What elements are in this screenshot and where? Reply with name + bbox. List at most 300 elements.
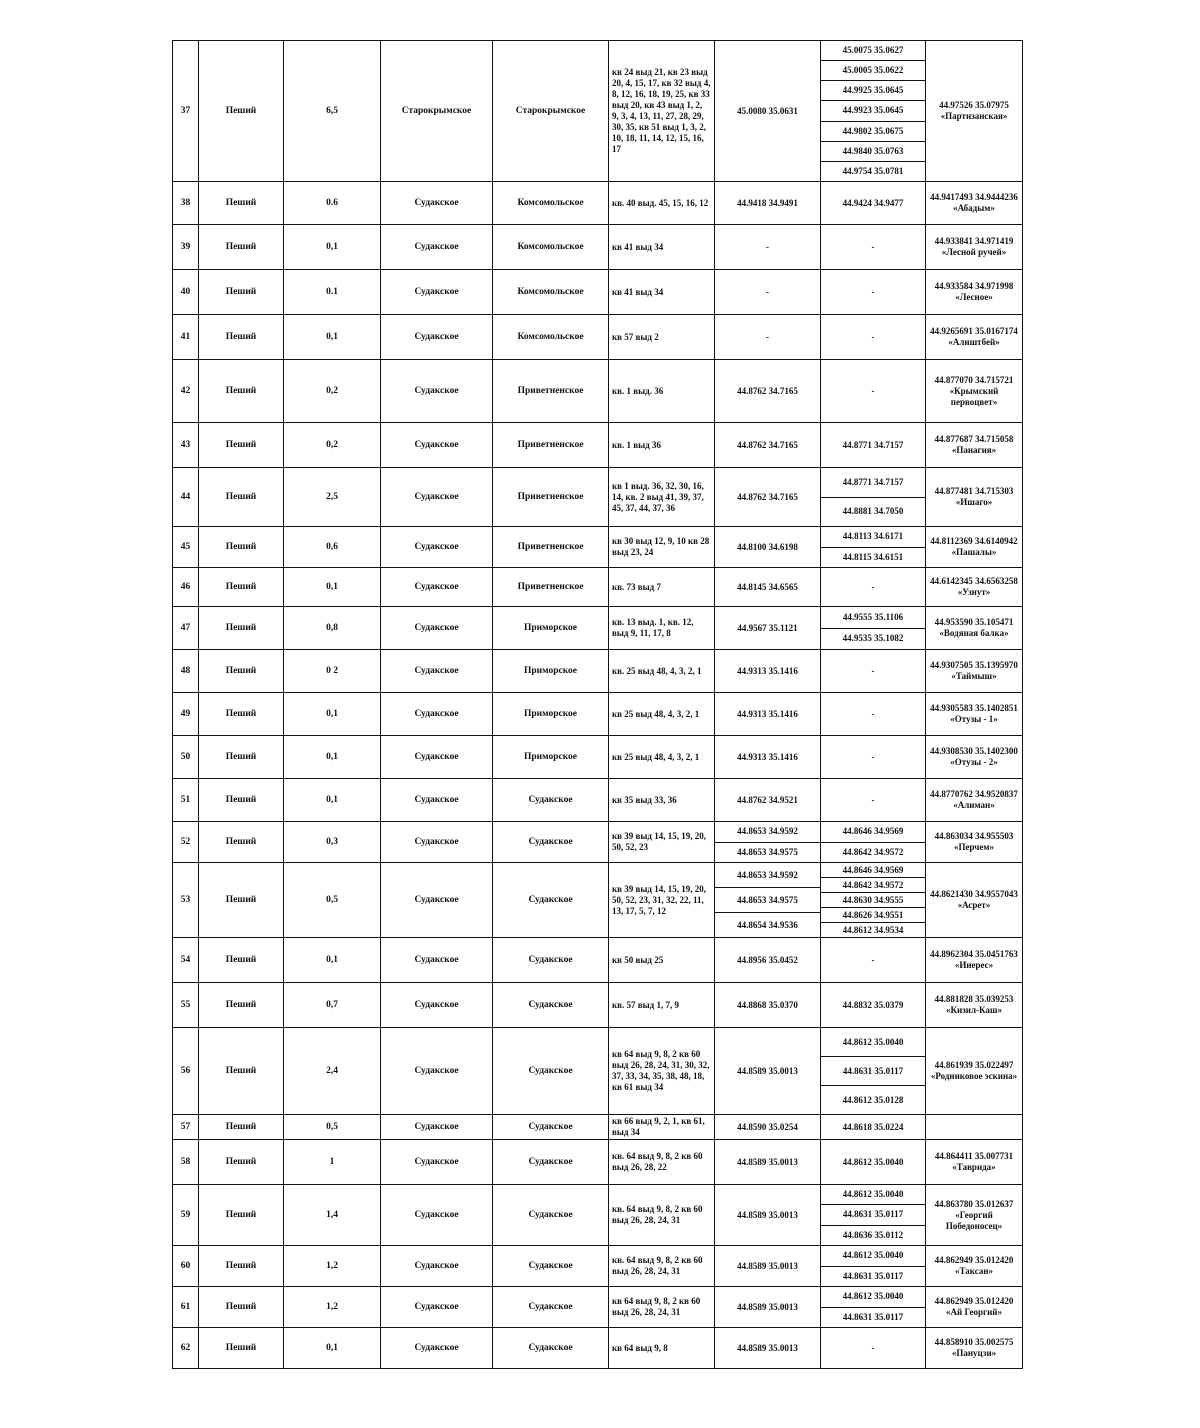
table-row xyxy=(173,41,1023,182)
row-number: 37 xyxy=(173,41,199,182)
coordinate-cell: - xyxy=(871,331,875,342)
forestry-name: Судакское xyxy=(381,527,493,568)
coordinate-cell: - xyxy=(766,241,769,252)
start-coordinates xyxy=(715,1140,821,1185)
forestry-name: Судакское xyxy=(381,736,493,779)
coordinate-cell: 44.8612 35.0128 xyxy=(821,1085,925,1114)
table-row xyxy=(173,1140,1023,1185)
trail-length: 0.6 xyxy=(284,182,381,225)
coordinate-cell: - xyxy=(871,1342,875,1353)
quarter-description: кв 66 выд 9, 2, 1, кв 61, выд 34 xyxy=(609,1115,715,1140)
row-number: 59 xyxy=(173,1185,199,1246)
forestry-name: Старокрымское xyxy=(381,41,493,182)
coordinate-cell: 44.8956 35.0452 xyxy=(737,954,798,965)
trail-type: Пеший xyxy=(199,1028,284,1115)
trail-type: Пеший xyxy=(199,182,284,225)
coordinate-cell: 44.8113 34.6171 xyxy=(842,531,904,542)
route-points xyxy=(821,423,926,468)
trail-length: 1 xyxy=(284,1140,381,1185)
start-coordinates xyxy=(715,1185,821,1246)
district-name: Старокрымское xyxy=(493,41,609,182)
coordinate-cell: 44.8612 35.0040 xyxy=(842,1250,904,1261)
district-name: Судакское xyxy=(493,1246,609,1287)
coordinate-cell: 44.8762 34.7165 xyxy=(737,439,798,450)
table-row xyxy=(173,938,1023,983)
start-coordinates xyxy=(715,938,821,983)
quarter-description: кв. 1 выд 36 xyxy=(609,423,715,468)
coordinate-cell: 44.8612 35.0040 xyxy=(842,1189,904,1200)
district-name: Комсомольское xyxy=(493,270,609,315)
trail-type: Пеший xyxy=(199,1287,284,1328)
row-number: 61 xyxy=(173,1287,199,1328)
forestry-name: Судакское xyxy=(381,1140,493,1185)
quarter-description: кв 25 выд 48, 4, 3, 2, 1 xyxy=(609,736,715,779)
quarter-description: кв. 25 выд 48, 4, 3, 2, 1 xyxy=(609,650,715,693)
table-row xyxy=(173,983,1023,1028)
route-points xyxy=(821,468,926,527)
district-name: Приветненское xyxy=(493,468,609,527)
quarter-description: кв 64 выд 9, 8, 2 кв 60 выд 26, 28, 24, 31, 30, 32, 37, 33, 34, 35, 38, 48, 18, кв 61 выд 34 xyxy=(609,1028,715,1115)
row-number: 51 xyxy=(173,779,199,822)
row-number: 44 xyxy=(173,468,199,527)
table-row xyxy=(173,315,1023,360)
object-coordinates: 44.8770762 34.9520837 «Алиман» xyxy=(926,779,1023,822)
quarter-description: кв. 73 выд 7 xyxy=(609,568,715,607)
trail-length: 0,5 xyxy=(284,1115,381,1140)
route-points xyxy=(821,315,926,360)
quarter-description: кв 50 выд 25 xyxy=(609,938,715,983)
object-coordinates: 44.877687 34.715058 «Панагия» xyxy=(926,423,1023,468)
trail-type: Пеший xyxy=(199,779,284,822)
coordinate-cell: - xyxy=(871,708,875,719)
trail-type: Пеший xyxy=(199,225,284,270)
coordinate-cell: 44.8832 35.0379 xyxy=(842,999,904,1010)
coordinate-cell: - xyxy=(871,954,875,965)
trail-type: Пеший xyxy=(199,1246,284,1287)
table-row xyxy=(173,693,1023,736)
row-number: 48 xyxy=(173,650,199,693)
district-name: Судакское xyxy=(493,863,609,938)
start-coordinates xyxy=(715,650,821,693)
quarter-description: кв. 13 выд. 1, кв. 12, выд 9, 11, 17, 8 xyxy=(609,607,715,650)
trail-length: 1,2 xyxy=(284,1246,381,1287)
coordinate-cell: 44.9555 35.1106 xyxy=(842,611,904,622)
start-coordinates xyxy=(715,423,821,468)
object-coordinates: 44.858910 35.002575 «Пануцзи» xyxy=(926,1328,1023,1369)
trail-length: 0,1 xyxy=(284,315,381,360)
start-coordinates xyxy=(715,1115,821,1140)
coordinate-cell: 44.8771 34.7157 xyxy=(842,439,904,450)
table-row xyxy=(173,270,1023,315)
table-row xyxy=(173,1185,1023,1246)
route-points xyxy=(821,568,926,607)
start-coordinates xyxy=(715,270,821,315)
district-name: Приморское xyxy=(493,693,609,736)
table-body xyxy=(173,41,1023,1369)
quarter-description: кв 39 выд 14, 15, 19, 20, 50, 52, 23 xyxy=(609,822,715,863)
quarter-description: кв 39 выд 14, 15, 19, 20, 50, 52, 23, 31, 32, 22, 11, 13, 17, 5, 7, 12 xyxy=(609,863,715,938)
document-page xyxy=(172,40,1022,1369)
district-name: Приморское xyxy=(493,736,609,779)
object-coordinates: 44.933584 34.971998 «Лесное» xyxy=(926,270,1023,315)
forestry-name: Судакское xyxy=(381,863,493,938)
table-row xyxy=(173,1115,1023,1140)
coordinate-cell: - xyxy=(871,794,875,805)
coordinate-cell: 44.8589 35.0013 xyxy=(737,1342,798,1353)
coordinate-cell: - xyxy=(871,751,875,762)
trail-length: 0,6 xyxy=(284,527,381,568)
coordinate-cell: 44.8762 34.7165 xyxy=(737,385,798,396)
district-name: Судакское xyxy=(493,938,609,983)
table-row xyxy=(173,1287,1023,1328)
route-points xyxy=(821,41,926,182)
quarter-description: кв 35 выд 33, 36 xyxy=(609,779,715,822)
trail-type: Пеший xyxy=(199,468,284,527)
object-coordinates: 44.9265691 35.0167174 «Алиштбей» xyxy=(926,315,1023,360)
forestry-name: Судакское xyxy=(381,1115,493,1140)
coordinate-cell: 44.9313 35.1416 xyxy=(737,751,798,762)
district-name: Судакское xyxy=(493,1185,609,1246)
route-points xyxy=(821,182,926,225)
object-coordinates: 44.9417493 34.9444236 «Абадым» xyxy=(926,182,1023,225)
coordinate-cell: 44.9923 35.0645 xyxy=(821,100,925,120)
row-number: 38 xyxy=(173,182,199,225)
route-points xyxy=(821,983,926,1028)
quarter-description: кв. 57 выд 1, 7, 9 xyxy=(609,983,715,1028)
table-row xyxy=(173,1246,1023,1287)
coordinate-cell: - xyxy=(766,331,769,342)
start-coordinates xyxy=(715,983,821,1028)
row-number: 41 xyxy=(173,315,199,360)
quarter-description: кв. 40 выд. 45, 15, 16, 12 xyxy=(609,182,715,225)
start-coordinates xyxy=(715,607,821,650)
trail-type: Пеший xyxy=(199,736,284,779)
coordinate-cell: 44.8631 35.0117 xyxy=(821,1056,925,1085)
district-name: Приморское xyxy=(493,650,609,693)
coordinate-cell: 44.8762 34.9521 xyxy=(737,794,798,805)
coordinate-cell: 44.8589 35.0013 xyxy=(737,1065,798,1076)
coordinate-cell: 44.8612 34.9534 xyxy=(821,922,925,937)
quarter-description: кв. 64 выд 9, 8, 2 кв 60 выд 26, 28, 24, 31 xyxy=(609,1185,715,1246)
quarter-description: кв 57 выд 2 xyxy=(609,315,715,360)
trail-type: Пеший xyxy=(199,527,284,568)
coordinate-cell: 44.8653 34.9592 xyxy=(737,826,798,837)
trail-type: Пеший xyxy=(199,360,284,423)
forestry-name: Судакское xyxy=(381,1328,493,1369)
coordinate-cell: 44.8636 35.0112 xyxy=(821,1225,925,1245)
quarter-description: кв. 64 выд 9, 8, 2 кв 60 выд 26, 28, 24, 31 xyxy=(609,1246,715,1287)
trail-type: Пеший xyxy=(199,693,284,736)
trail-type: Пеший xyxy=(199,938,284,983)
object-coordinates: 44.953590 35.105471 «Водяная балка» xyxy=(926,607,1023,650)
trail-length: 1,4 xyxy=(284,1185,381,1246)
row-number: 57 xyxy=(173,1115,199,1140)
forestry-name: Судакское xyxy=(381,1185,493,1246)
forestry-name: Судакское xyxy=(381,938,493,983)
row-number: 42 xyxy=(173,360,199,423)
table-row xyxy=(173,468,1023,527)
object-coordinates: 44.933841 34.971419 «Лесной ручей» xyxy=(926,225,1023,270)
start-coordinates xyxy=(715,41,821,182)
quarter-description: кв 64 выд 9, 8, 2 кв 60 выд 26, 28, 24, 31 xyxy=(609,1287,715,1328)
forestry-name: Судакское xyxy=(381,693,493,736)
row-number: 53 xyxy=(173,863,199,938)
trail-type: Пеший xyxy=(199,568,284,607)
row-number: 52 xyxy=(173,822,199,863)
trail-length: 0,7 xyxy=(284,983,381,1028)
forestry-name: Судакское xyxy=(381,650,493,693)
trail-type: Пеший xyxy=(199,607,284,650)
table-row xyxy=(173,650,1023,693)
coordinate-cell: 44.9424 34.9477 xyxy=(842,197,904,208)
coordinate-cell: - xyxy=(871,241,875,252)
coordinate-cell: 44.8762 34.7165 xyxy=(737,491,798,502)
start-coordinates xyxy=(715,1246,821,1287)
coordinate-cell: 44.8653 34.9575 xyxy=(715,842,820,863)
object-coordinates: 44.8621430 34.9557043 «Асрет» xyxy=(926,863,1023,938)
route-points xyxy=(821,863,926,938)
row-number: 55 xyxy=(173,983,199,1028)
object-coordinates: 44.862949 35.012420 «Ай Георгий» xyxy=(926,1287,1023,1328)
route-points xyxy=(821,527,926,568)
trail-length: 2,5 xyxy=(284,468,381,527)
coordinate-cell: 44.9313 35.1416 xyxy=(737,708,798,719)
district-name: Комсомольское xyxy=(493,315,609,360)
table-row xyxy=(173,736,1023,779)
coordinate-cell: 44.8626 34.9551 xyxy=(821,907,925,922)
coordinate-cell: 44.8631 35.0117 xyxy=(821,1266,925,1287)
coordinate-cell: 44.8618 35.0224 xyxy=(842,1121,904,1132)
trail-type: Пеший xyxy=(199,863,284,938)
start-coordinates xyxy=(715,863,821,938)
trail-type: Пеший xyxy=(199,1185,284,1246)
coordinate-cell: 44.8589 35.0013 xyxy=(737,1209,798,1220)
quarter-description: кв 1 выд. 36, 32, 30, 16, 14, кв. 2 выд 41, 39, 37, 45, 37, 44, 37, 36 xyxy=(609,468,715,527)
coordinate-cell: 44.8881 34.7050 xyxy=(821,497,925,527)
trail-length: 0,5 xyxy=(284,863,381,938)
forestry-name: Судакское xyxy=(381,182,493,225)
table-row xyxy=(173,423,1023,468)
route-points xyxy=(821,938,926,983)
start-coordinates xyxy=(715,468,821,527)
coordinate-cell: 44.9313 35.1416 xyxy=(737,665,798,676)
coordinate-cell: 44.8653 34.9575 xyxy=(715,887,820,912)
row-number: 60 xyxy=(173,1246,199,1287)
coordinate-cell: 44.9754 35.0781 xyxy=(821,161,925,181)
route-points xyxy=(821,225,926,270)
table-row xyxy=(173,607,1023,650)
trail-length: 0,1 xyxy=(284,225,381,270)
table-row xyxy=(173,182,1023,225)
coordinate-cell: 44.8631 35.0117 xyxy=(821,1204,925,1224)
object-coordinates: 44.881828 35.039253 «Кизил-Каш» xyxy=(926,983,1023,1028)
route-points xyxy=(821,779,926,822)
trail-type: Пеший xyxy=(199,315,284,360)
object-coordinates: 44.861939 35.022497 «Родниковое эскина» xyxy=(926,1028,1023,1115)
route-points xyxy=(821,693,926,736)
forestry-name: Судакское xyxy=(381,779,493,822)
trail-type: Пеший xyxy=(199,983,284,1028)
trail-type: Пеший xyxy=(199,423,284,468)
coordinate-cell: 44.9418 34.9491 xyxy=(737,197,798,208)
forestry-name: Судакское xyxy=(381,1028,493,1115)
coordinate-cell: - xyxy=(871,286,875,297)
coordinate-cell: 44.8642 34.9572 xyxy=(821,877,925,892)
table-row xyxy=(173,779,1023,822)
district-name: Комсомольское xyxy=(493,225,609,270)
start-coordinates xyxy=(715,568,821,607)
route-points xyxy=(821,822,926,863)
start-coordinates xyxy=(715,822,821,863)
table-row xyxy=(173,225,1023,270)
coordinate-cell: 44.8145 34.6565 xyxy=(737,581,798,592)
trail-type: Пеший xyxy=(199,650,284,693)
coordinate-cell: 44.9567 35.1121 xyxy=(737,622,798,633)
forestry-name: Судакское xyxy=(381,468,493,527)
coordinate-cell: 44.9535 35.1082 xyxy=(821,628,925,650)
forestry-name: Судакское xyxy=(381,423,493,468)
row-number: 56 xyxy=(173,1028,199,1115)
route-points xyxy=(821,360,926,423)
table-row xyxy=(173,568,1023,607)
coordinate-cell: 44.8654 34.9536 xyxy=(715,912,820,937)
object-coordinates: 44.9308530 35.1402300 «Отузы - 2» xyxy=(926,736,1023,779)
district-name: Судакское xyxy=(493,1287,609,1328)
route-points xyxy=(821,1287,926,1328)
row-number: 43 xyxy=(173,423,199,468)
coordinate-cell: - xyxy=(871,385,875,396)
route-points xyxy=(821,736,926,779)
object-coordinates: 44.6142345 34.6563258 «Узнут» xyxy=(926,568,1023,607)
coordinate-cell: 44.8631 35.0117 xyxy=(821,1307,925,1328)
quarter-description: кв 24 выд 21, кв 23 выд 20, 4, 15, 17, кв 32 выд 4, 8, 12, 16, 18, 19, 25, кв 33 выд 20, кв 43 выд 1, 2, 9, 3, 4, 13, 11, 27, 28, 29, 30, 35, кв 51 выд 1, 3, 2, 10, 18, 11, 14, 12, 15, 16, 17 xyxy=(609,41,715,182)
coordinate-cell: 44.9840 35.0763 xyxy=(821,141,925,161)
route-points xyxy=(821,607,926,650)
start-coordinates xyxy=(715,1287,821,1328)
district-name: Приветненское xyxy=(493,360,609,423)
forestry-name: Судакское xyxy=(381,315,493,360)
row-number: 45 xyxy=(173,527,199,568)
object-coordinates: 44.877070 34.715721 «Крымский первоцвет» xyxy=(926,360,1023,423)
row-number: 58 xyxy=(173,1140,199,1185)
coordinate-cell: 44.8115 34.6151 xyxy=(821,547,925,568)
coordinate-cell: 44.8590 35.0254 xyxy=(737,1121,798,1132)
trail-length: 1,2 xyxy=(284,1287,381,1328)
route-points xyxy=(821,270,926,315)
coordinate-cell: 44.8612 35.0040 xyxy=(842,1291,904,1302)
route-points xyxy=(821,1185,926,1246)
trail-type: Пеший xyxy=(199,822,284,863)
district-name: Судакское xyxy=(493,822,609,863)
coordinate-cell: 44.8100 34.6198 xyxy=(737,541,798,552)
district-name: Судакское xyxy=(493,1115,609,1140)
coordinate-cell: 44.8630 34.9555 xyxy=(821,892,925,907)
object-coordinates xyxy=(926,1115,1023,1140)
coordinate-cell: 45.0075 35.0627 xyxy=(842,45,904,56)
trail-length: 0,2 xyxy=(284,360,381,423)
trail-length: 0,2 xyxy=(284,423,381,468)
coordinate-cell: - xyxy=(871,665,875,676)
coordinate-cell: 44.8653 34.9592 xyxy=(737,869,798,880)
route-points xyxy=(821,1028,926,1115)
forestry-name: Судакское xyxy=(381,270,493,315)
coordinate-cell: 44.8646 34.9569 xyxy=(842,864,904,875)
quarter-description: кв 25 выд 48, 4, 3, 2, 1 xyxy=(609,693,715,736)
object-coordinates: 44.8962304 35.0451763 «Инерес» xyxy=(926,938,1023,983)
row-number: 47 xyxy=(173,607,199,650)
coordinate-cell: 44.8646 34.9569 xyxy=(842,826,904,837)
district-name: Судакское xyxy=(493,779,609,822)
quarter-description: кв 41 выд 34 xyxy=(609,225,715,270)
quarter-description: кв 41 выд 34 xyxy=(609,270,715,315)
district-name: Судакское xyxy=(493,1328,609,1369)
coordinate-cell: 44.8771 34.7157 xyxy=(842,476,904,487)
trail-length: 0,1 xyxy=(284,1328,381,1369)
object-coordinates: 44.877481 34.715303 «Ишаго» xyxy=(926,468,1023,527)
coordinate-cell: - xyxy=(871,581,875,592)
coordinate-cell: 44.8642 34.9572 xyxy=(821,842,925,863)
row-number: 49 xyxy=(173,693,199,736)
coordinate-cell: 45.0005 35.0622 xyxy=(821,60,925,80)
start-coordinates xyxy=(715,360,821,423)
district-name: Приморское xyxy=(493,607,609,650)
coordinate-cell: 44.8589 35.0013 xyxy=(737,1301,798,1312)
quarter-description: кв 64 выд 9, 8 xyxy=(609,1328,715,1369)
trail-length: 0,1 xyxy=(284,736,381,779)
start-coordinates xyxy=(715,1028,821,1115)
trail-length: 0,1 xyxy=(284,779,381,822)
start-coordinates xyxy=(715,527,821,568)
forestry-name: Судакское xyxy=(381,1246,493,1287)
object-coordinates: 44.97526 35.07975 «Партизанская» xyxy=(926,41,1023,182)
table-row xyxy=(173,1028,1023,1115)
start-coordinates xyxy=(715,779,821,822)
start-coordinates xyxy=(715,1328,821,1369)
row-number: 62 xyxy=(173,1328,199,1369)
coordinate-cell: 44.8612 35.0040 xyxy=(842,1156,904,1167)
table-row xyxy=(173,822,1023,863)
table-row xyxy=(173,1328,1023,1369)
trail-length: 0,8 xyxy=(284,607,381,650)
coordinate-cell: 44.8868 35.0370 xyxy=(737,999,798,1010)
start-coordinates xyxy=(715,225,821,270)
start-coordinates xyxy=(715,693,821,736)
forestry-name: Судакское xyxy=(381,360,493,423)
district-name: Приветненское xyxy=(493,423,609,468)
row-number: 54 xyxy=(173,938,199,983)
quarter-description: кв. 64 выд 9, 8, 2 кв 60 выд 26, 28, 22 xyxy=(609,1140,715,1185)
coordinate-cell: 44.9925 35.0645 xyxy=(821,80,925,100)
coordinate-cell: 45.0080 35.0631 xyxy=(737,105,798,116)
forestry-name: Судакское xyxy=(381,607,493,650)
route-points xyxy=(821,1140,926,1185)
route-points xyxy=(821,1328,926,1369)
coordinate-cell: 44.9802 35.0675 xyxy=(821,121,925,141)
table-row xyxy=(173,527,1023,568)
start-coordinates xyxy=(715,315,821,360)
trail-length: 0.1 xyxy=(284,270,381,315)
row-number: 46 xyxy=(173,568,199,607)
coordinate-cell: 44.8589 35.0013 xyxy=(737,1260,798,1271)
trail-length: 2,4 xyxy=(284,1028,381,1115)
object-coordinates: 44.863780 35.012637 «Георгий Победоносец» xyxy=(926,1185,1023,1246)
trail-length: 0,1 xyxy=(284,568,381,607)
trail-type: Пеший xyxy=(199,1328,284,1369)
object-coordinates: 44.862949 35.012420 «Таксан» xyxy=(926,1246,1023,1287)
district-name: Судакское xyxy=(493,983,609,1028)
trail-type: Пеший xyxy=(199,270,284,315)
trail-type: Пеший xyxy=(199,1140,284,1185)
